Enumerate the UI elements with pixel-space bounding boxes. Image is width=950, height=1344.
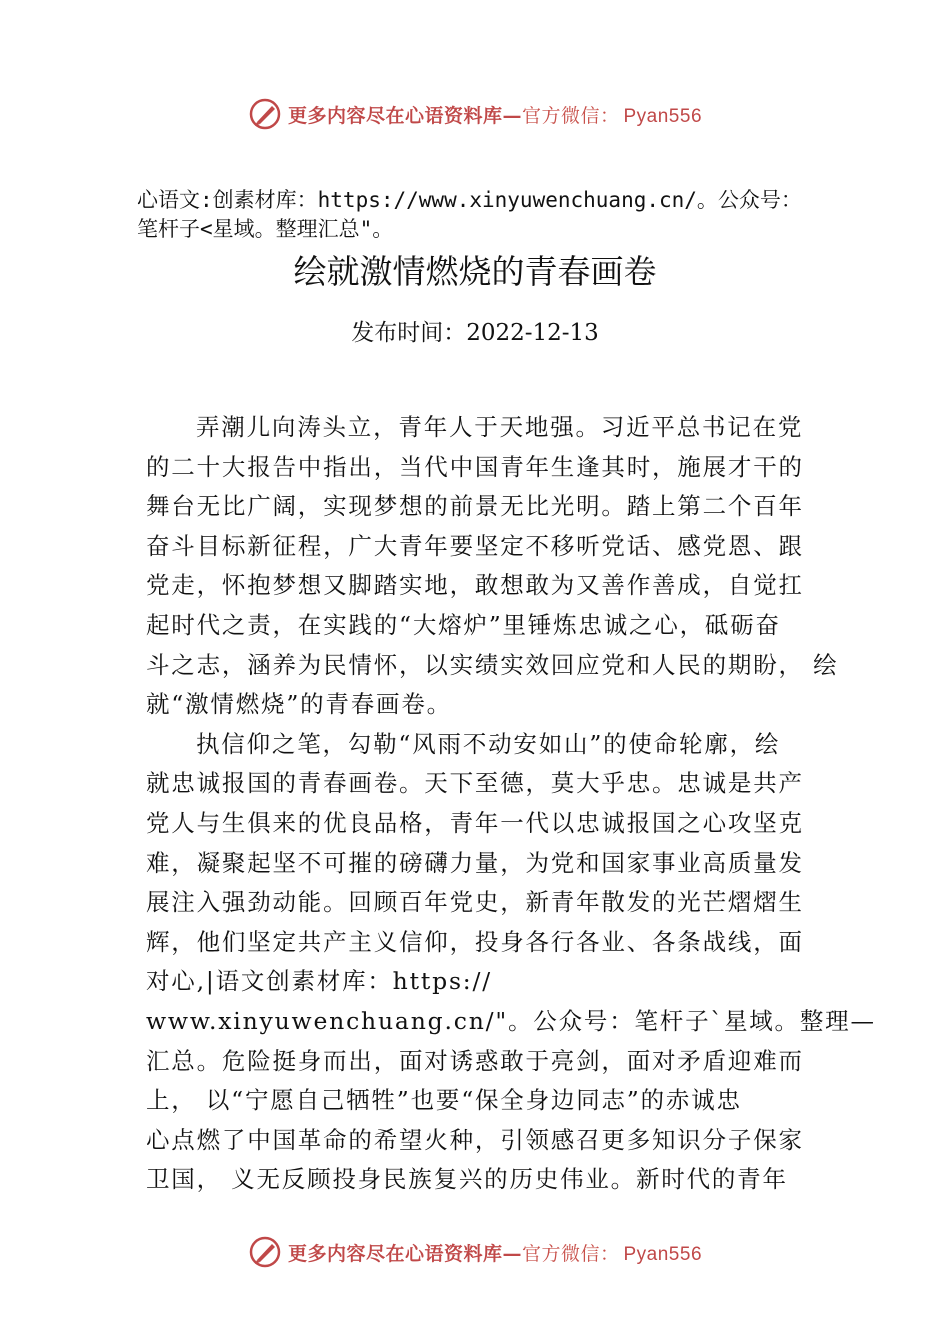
footer-banner [0, 1232, 950, 1272]
banner-text [288, 101, 702, 128]
body-line: www.xinyuwenchuang.cn/"。公众号：笔杆子`星域。整理— [146, 1006, 876, 1035]
article-title: 绘就激情燃烧的青春画卷 [293, 252, 657, 291]
banner-label: 更多内容尽在心语资料库— [287, 104, 522, 127]
banner-text [288, 1239, 702, 1266]
banner-label: 更多内容尽在心语资料库— [287, 1242, 522, 1265]
body-line: 卫国， 义无反顾投身民族复兴的历史伟业。新时代的青年 [146, 1165, 788, 1194]
brand-logo-icon [248, 1235, 282, 1269]
body-line: 难，凝聚起坚不可摧的磅礴力量，为党和国家事业高质量发 [146, 848, 804, 877]
brand-logo-icon [248, 97, 282, 131]
body-line: 辉，他们坚定共产主义信仰，投身各行各业、各条战线，面 [146, 927, 804, 956]
body-line: 执信仰之笔，勾勒“风雨不动安如山”的使命轮廓，绘 [196, 729, 781, 758]
source-note-line: 笔杆子<星域。整理汇总"。 [137, 217, 394, 241]
body-line: 奋斗目标新征程，广大青年要坚定不移听党话、感党恩、跟 [146, 531, 804, 560]
article-body [146, 408, 876, 1200]
header-banner [0, 94, 950, 134]
body-line: 汇总。危险挺身而出，面对诱惑敢于亮剑，面对矛盾迎难而 [146, 1046, 804, 1075]
banner-wechat: 官方微信： [521, 1242, 620, 1265]
publish-date: 发布时间：2022-12-13 [351, 320, 599, 346]
body-line: 上， 以“宁愿自己牺牲”也要“保全身边同志”的赤诚忠 [146, 1086, 742, 1115]
body-line: 舞台无比广阔，实现梦想的前景无比光明。踏上第二个百年 [146, 492, 804, 521]
banner-wechat-id: Pyan556 [623, 1243, 703, 1265]
body-line: 对心,|语文创素材库：https:// [146, 967, 492, 996]
body-line: 斗之志，涵养为民情怀，以实绩实效回应党和人民的期盼， 绘 [146, 650, 839, 679]
body-line: 弄潮儿向涛头立，青年人于天地强。习近平总书记在党 [196, 413, 804, 441]
banner-wechat: 官方微信： [521, 104, 620, 127]
body-line: 就忠诚报国的青春画卷。天下至德，莫大乎忠。忠诚是共产 [146, 769, 804, 798]
body-line: 心点燃了中国革命的希望火种，引领感召更多知识分子保家 [146, 1125, 804, 1154]
body-line: 起时代之责，在实践的“大熔炉”里锤炼忠诚之心，砥砺奋 [146, 610, 781, 639]
body-line: 的二十大报告中指出，当代中国青年生逢其时，施展才干的 [146, 452, 804, 481]
body-line: 就“激情燃烧”的青春画卷。 [146, 690, 452, 719]
banner-wechat-id: Pyan556 [623, 105, 703, 127]
body-line: 展注入强劲动能。回顾百年党史，新青年散发的光芒熠熠生 [146, 888, 804, 917]
source-note [137, 186, 857, 244]
body-line: 党走，怀抱梦想又脚踏实地，敢想敢为又善作善成，自觉扛 [146, 571, 804, 600]
source-note-line: 心语文:创素材库：https://www.xinyuwenchuang.cn/。公众号： [137, 188, 802, 212]
body-line: 党人与生俱来的优良品格，青年一代以忠诚报国之心攻坚克 [146, 808, 804, 837]
